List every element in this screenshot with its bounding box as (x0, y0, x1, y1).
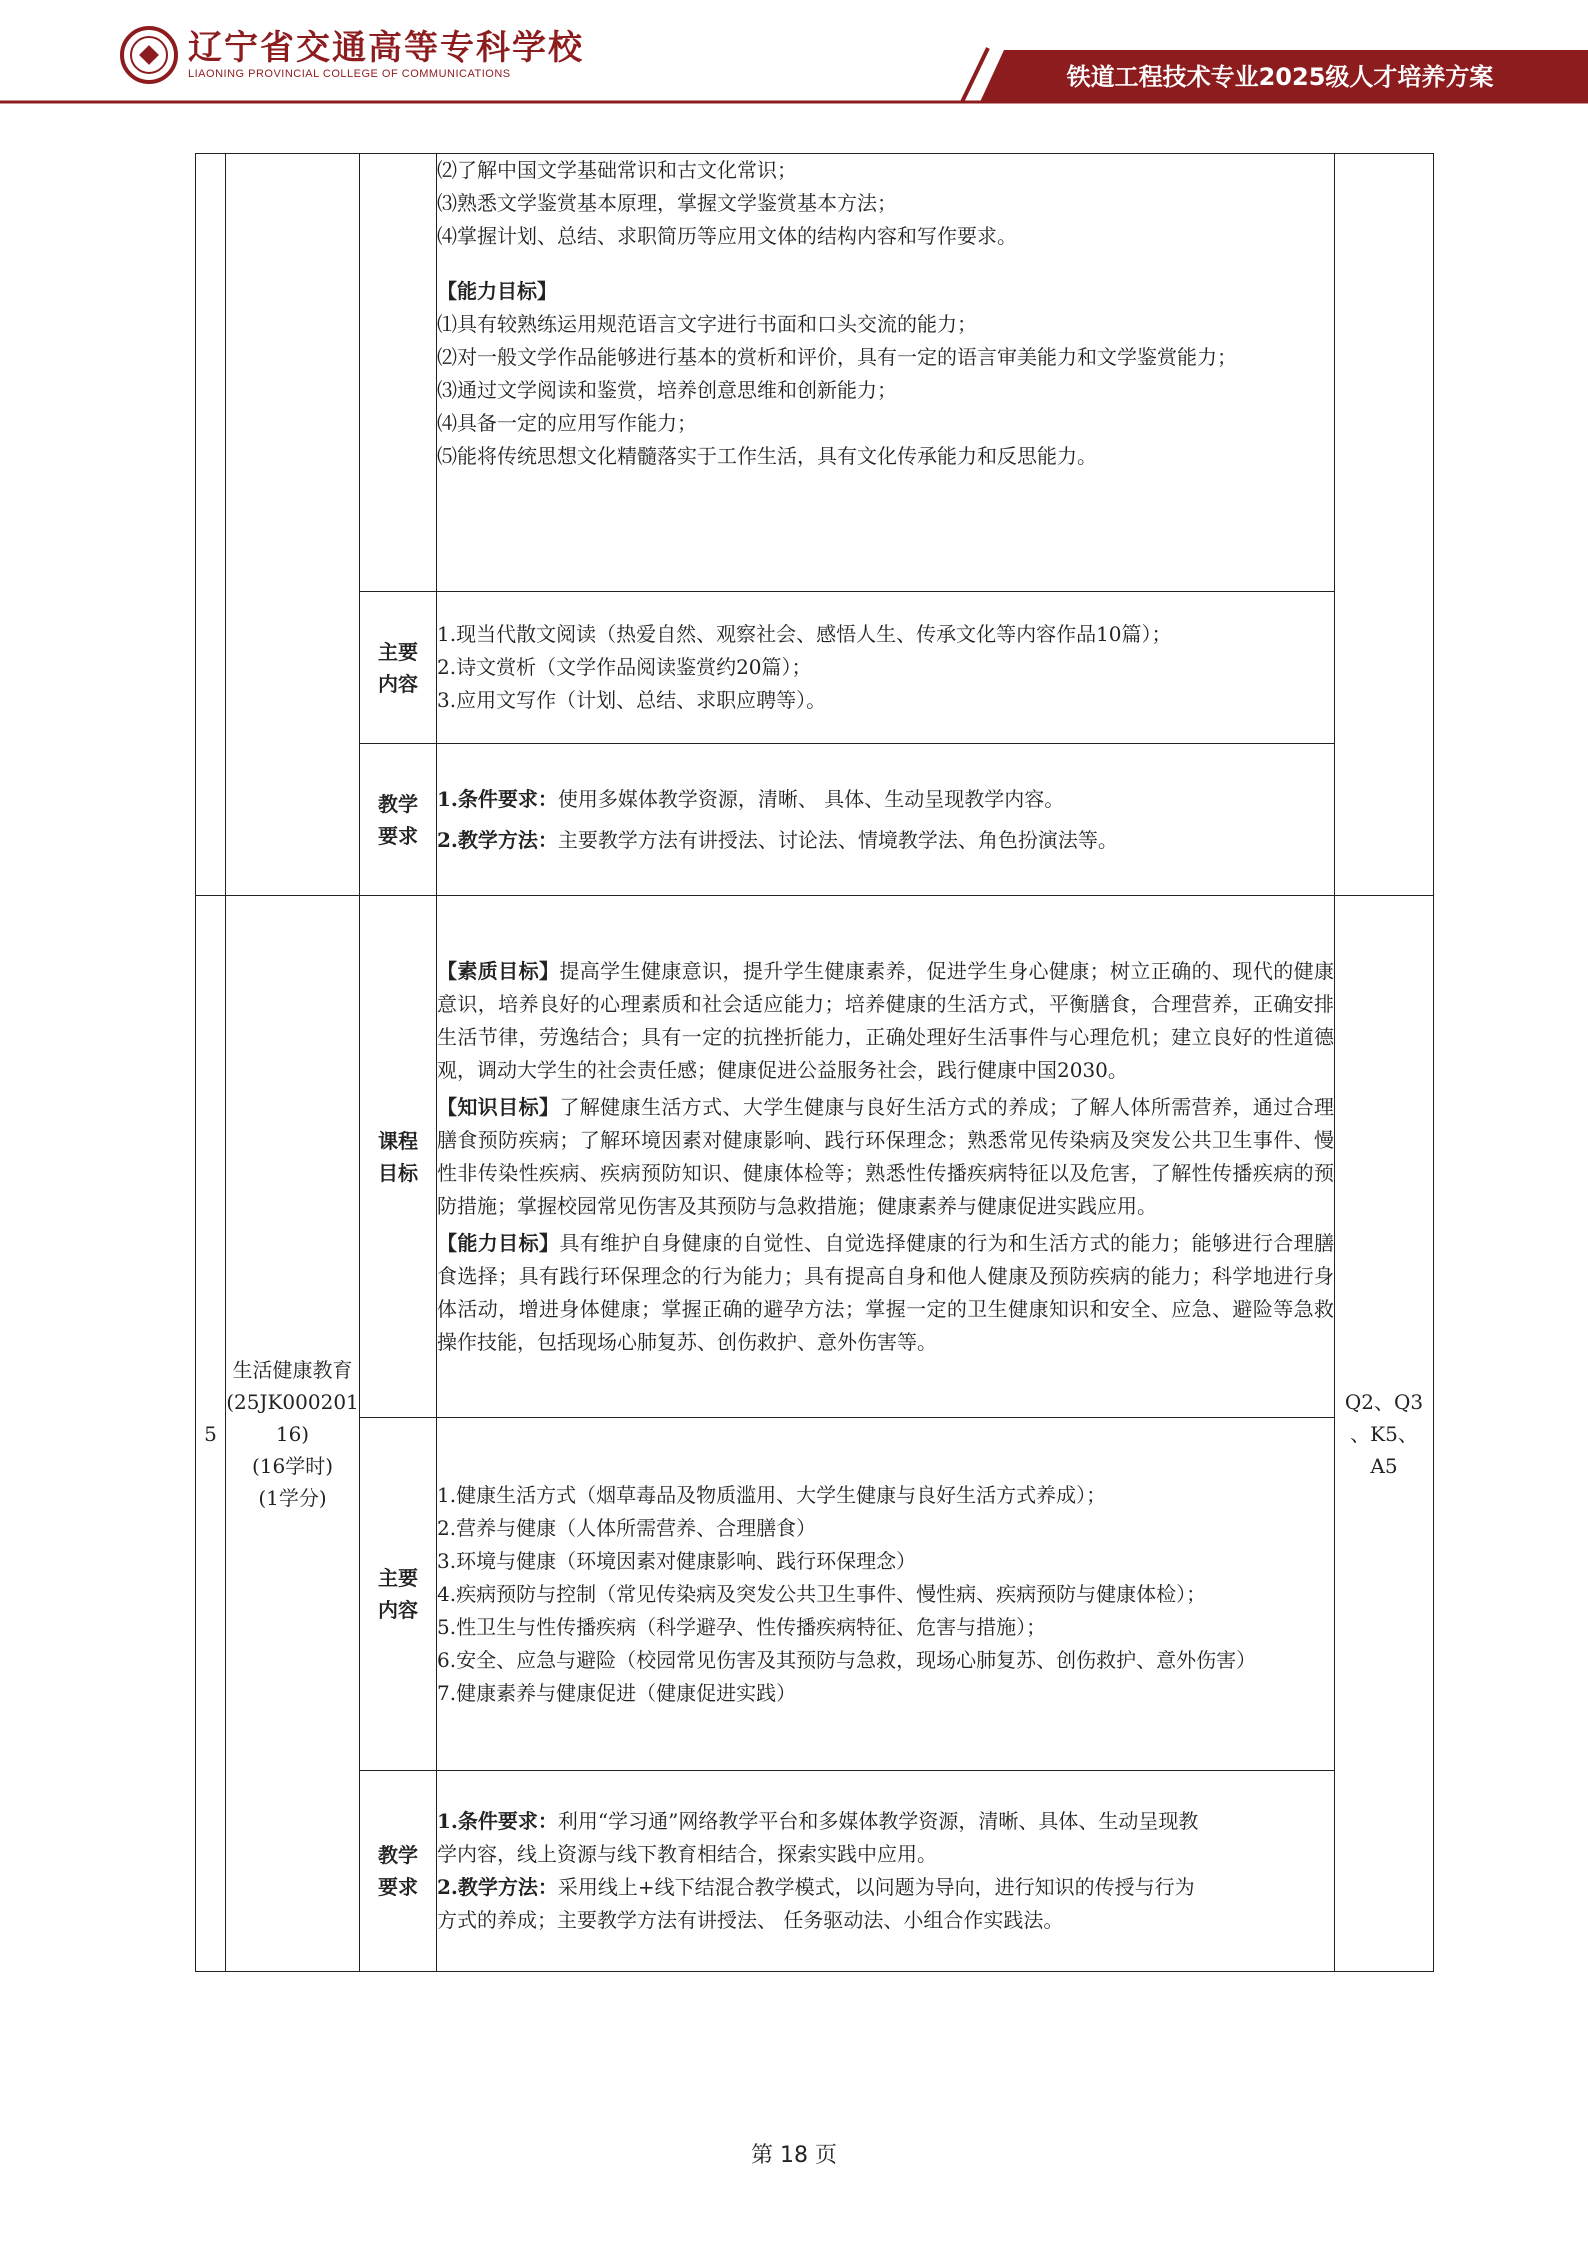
page-header (0, 0, 1588, 110)
content-line: 2.诗文赏析（文学作品阅读鉴赏约20篇）； (437, 655, 812, 679)
ability-line: ⑸能将传统思想文化精髓落实于工作生活，具有文化传承能力和反思能力。 (437, 444, 1097, 468)
number-cell (196, 154, 226, 896)
teaching-req-label: 教学 要求 (360, 744, 437, 896)
content-line: 7.健康素养与健康促进（健康促进实践） (437, 1680, 797, 1705)
mapping-cell (1335, 154, 1434, 896)
course-goal-content: 【素质目标】提高学生健康意识，提升学生健康素养，促进学生身心健康；树立正确的、现代的健康意识，培养良好的心理素质和社会适应能力；培养健康的生活方式，平衡膳食，合理营养，正确安排生活节律，劳逸结合；具有一定的抗挫折能力，正确处理好生活事件与心理危机；建立良好的性道德观，调动大学生的社会责任感；健康促进公益服务社会，践行健康中国2030。 【知识目标】了解健康生活方式、大学生健康与良好生活方式的养成；了解人体所需营养，通过合理膳食预防疾病；了解环境因素对健康影响、践行环保理念；熟悉常见传染病及突发公共卫生事件、慢性非传染性疾病、疾病预防知识、健康体检等；熟悉性传播疾病特征以及危害，了解性传播疾病的预防措施；掌握校园常见伤害及其预防与急救措施；健康素养与健康促进实践应用。 【能力目标】具有维护自身健康的自觉性、自觉选择健康的行为和生活方式的能力；能够进行合理膳食选择；具有践行环保理念的行为能力；具有提高自身和他人健康及预防疾病的能力；科学地进行身体活动，增进身体健康；掌握正确的避孕方法；掌握一定的卫生健康知识和安全、应急、避险等急救操作技能，包括现场心肺复苏、创伤救护、意外伤害等。 (437, 896, 1335, 1418)
ability-line: ⑵对一般文学作品能够进行基本的赏析和评价，具有一定的语言审美能力和文学鉴赏能力； (437, 345, 1237, 369)
content-line: 1.现当代散文阅读（热爱自然、观察社会、感悟人生、传承文化等内容作品10篇）； (437, 622, 1172, 646)
main-content-text (437, 1418, 1335, 1771)
content-line: 6.安全、应急与避险（校园常见伤害及其预防与急救，现场心肺复苏、创伤救护、意外伤害） (437, 1647, 1257, 1672)
table-row (196, 1771, 1434, 1972)
curriculum-table (195, 153, 1434, 1972)
ability-line: ⑶通过文学阅读和鉴赏，培养创意思维和创新能力； (437, 378, 897, 402)
table-row (196, 1418, 1434, 1771)
goal-line: ⑷掌握计划、总结、求职简历等应用文体的结构内容和写作要求。 (437, 224, 1017, 248)
ability-line: ⑴具有较熟练运用规范语言文字进行书面和口头交流的能力； (437, 312, 977, 336)
goal-line: ⑶熟悉文学鉴赏基本原理，掌握文学鉴赏基本方法； (437, 191, 897, 215)
content-line: 3.环境与健康（环境因素对健康影响、践行环保理念） (437, 1548, 917, 1573)
page-number: 第 18 页 (751, 2143, 837, 2168)
school-name-en: LIAONING PROVINCIAL COLLEGE OF COMMUNICATIONS (188, 68, 511, 80)
ability-heading: 【能力目标】 (437, 279, 557, 303)
course-code: (25JK00020116) (226, 1389, 359, 1446)
label-cell (360, 154, 437, 592)
teaching-req-text: 1.条件要求：利用“学习通”网络教学平台和多媒体教学资源，清晰、具体、生动呈现教学内容，线上资源与线下教育相结合，探索实践中应用。 2.教学方法：采用线上+线下结混合教学模式，以问题为导向，进行知识的传授与行为方式的养成；主要教学方法有讲授法、 任务驱动法、小组合作实践法。 (437, 1771, 1335, 1972)
plan-title: 铁道工程技术专业2025级人才培养方案 (1066, 63, 1494, 91)
teaching-req-text: 1.条件要求：使用多媒体教学资源，清晰、 具体、生动呈现教学内容。 2.教学方法：主要教学方法有讲授法、讨论法、情境教学法、角色扮演法等。 (437, 744, 1335, 896)
ability-line: ⑷具备一定的应用写作能力； (437, 411, 697, 435)
course-name: 生活健康教育 (232, 1357, 353, 1382)
content-line: 3.应用文写作（计划、总结、求职应聘等）。 (437, 688, 827, 712)
course-credit: (1学分) (258, 1485, 327, 1510)
course-name-cell (226, 154, 360, 896)
content-line: 1.健康生活方式（烟草毒品及物质滥用、大学生健康与良好生活方式养成）； (437, 1482, 1107, 1507)
school-logo (120, 26, 584, 84)
table-row (196, 592, 1434, 744)
goal-line: ⑵了解中国文学基础常识和古文化常识； (437, 158, 797, 182)
teaching-req-label: 教学 要求 (360, 1771, 437, 1972)
content-line: 5.性卫生与性传播疾病（科学避孕、性传播疾病特征、危害与措施）； (437, 1614, 1047, 1639)
main-content-label: 主要 内容 (360, 592, 437, 744)
course-name-cell (226, 896, 360, 1972)
content-line: 4.疾病预防与控制（常见传染病及突发公共卫生事件、慢性病、疾病预防与健康体检）； (437, 1581, 1207, 1606)
table-row (196, 744, 1434, 896)
course-hours: (16学时) (251, 1453, 334, 1478)
course-number: 5 (196, 896, 226, 1972)
main-content-label: 主要 内容 (360, 1418, 437, 1771)
school-seal-icon (120, 26, 178, 84)
mapping-cell: Q2、Q3 、K5、 A5 (1335, 896, 1434, 1972)
course-goal-content (437, 154, 1335, 592)
main-content-text (437, 592, 1335, 744)
table-row (196, 154, 1434, 592)
table-row (196, 896, 1434, 1418)
school-name-cn: 辽宁省交通高等专科学校 (188, 28, 584, 68)
content-line: 2.营养与健康（人体所需营养、合理膳食） (437, 1515, 817, 1540)
course-goal-label: 课程 目标 (360, 896, 437, 1418)
